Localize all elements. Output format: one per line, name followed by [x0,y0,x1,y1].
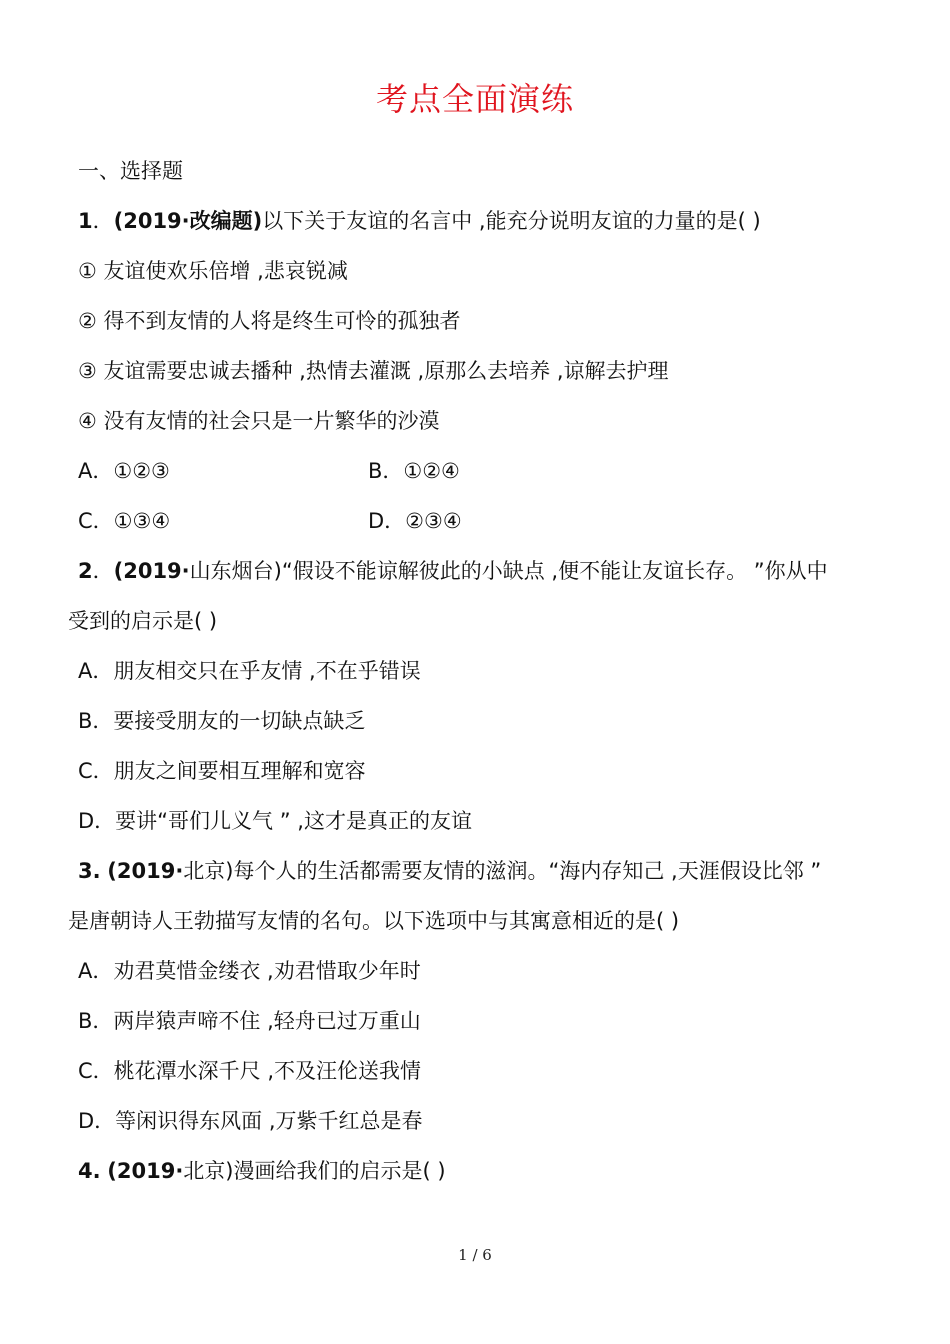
question-3-option-b: B．两岸猿声啼不住 ,轻舟已过万重山 [78,1009,421,1033]
question-2-number: 2 [78,559,93,583]
question-2-source: (2019· [113,559,190,583]
question-2-option-b: B．要接受朋友的一切缺点缺乏 [78,709,366,733]
question-1-source: (2019·改编题) [113,209,263,233]
question-2-option-d: D．要讲“哥们儿义气 ” ,这才是真正的友谊 [78,809,472,833]
question-2-option-a: A．朋友相交只在乎友情 ,不在乎错误 [78,659,421,683]
question-1-option-d: D．②③④ [368,509,462,533]
question-1-statement-3: ③ 友谊需要忠诚去播种 ,热情去灌溉 ,原那么去培养 ,谅解去护理 [78,359,669,383]
question-3-option-d: D．等闲识得东风面 ,万紫千红总是春 [78,1109,423,1133]
question-2-option-c: C．朋友之间要相互理解和宽容 [78,759,366,783]
question-3-option-c: C．桃花潭水深千尺 ,不及汪伦送我情 [78,1059,422,1083]
question-1-text: 以下关于友谊的名言中 ,能充分说明友谊的力量的是( ) [262,209,761,233]
question-2-stem: 2．(2019·山东烟台)“假设不能谅解彼此的小缺点 ,便不能让友谊长存。 ”你从中 [78,559,828,583]
question-3-text: 北京)每个人的生活都需要友情的滋润。“海内存知己 ,天涯假设比邻 ” [183,859,822,883]
question-1-option-a: A．①②③ [78,459,170,483]
question-1-option-c: C．①③④ [78,509,171,533]
question-4-source: (2019· [107,1159,184,1183]
question-1-option-b: B．①②④ [368,459,460,483]
question-2-stem-continued: 受到的启示是( ) [68,609,218,633]
question-4-stem [78,1156,446,1186]
question-4-text: 北京)漫画给我们的启示是( ) [183,1159,446,1183]
question-1-statement-4: ④ 没有友情的社会只是一片繁华的沙漠 [78,409,440,433]
question-2-text: 山东烟台)“假设不能谅解彼此的小缺点 ,便不能让友谊长存。 ”你从中 [189,559,828,583]
question-3-stem [78,856,821,886]
question-3-number: 3. [78,859,101,883]
question-1-stem: 1．(2019·改编题)以下关于友谊的名言中 ,能充分说明友谊的力量的是( ) [78,209,761,233]
question-3-source: (2019· [107,859,184,883]
question-1-statement-2: ② 得不到友情的人将是终生可怜的孤独者 [78,309,461,333]
question-1-statement-1: ① 友谊使欢乐倍增 ,悲哀锐减 [78,259,348,283]
page-number: 1 / 6 [458,1246,492,1264]
section-heading: 一、选择题 [78,159,183,183]
question-1-number: 1 [78,209,93,233]
page-title: 考点全面演练 [375,80,574,118]
question-3-option-a: A．劝君莫惜金缕衣 ,劝君惜取少年时 [78,959,421,983]
question-3-stem-continued: 是唐朝诗人王勃描写友情的名句。以下选项中与其寓意相近的是( ) [68,909,680,933]
question-4-number: 4. [78,1159,101,1183]
